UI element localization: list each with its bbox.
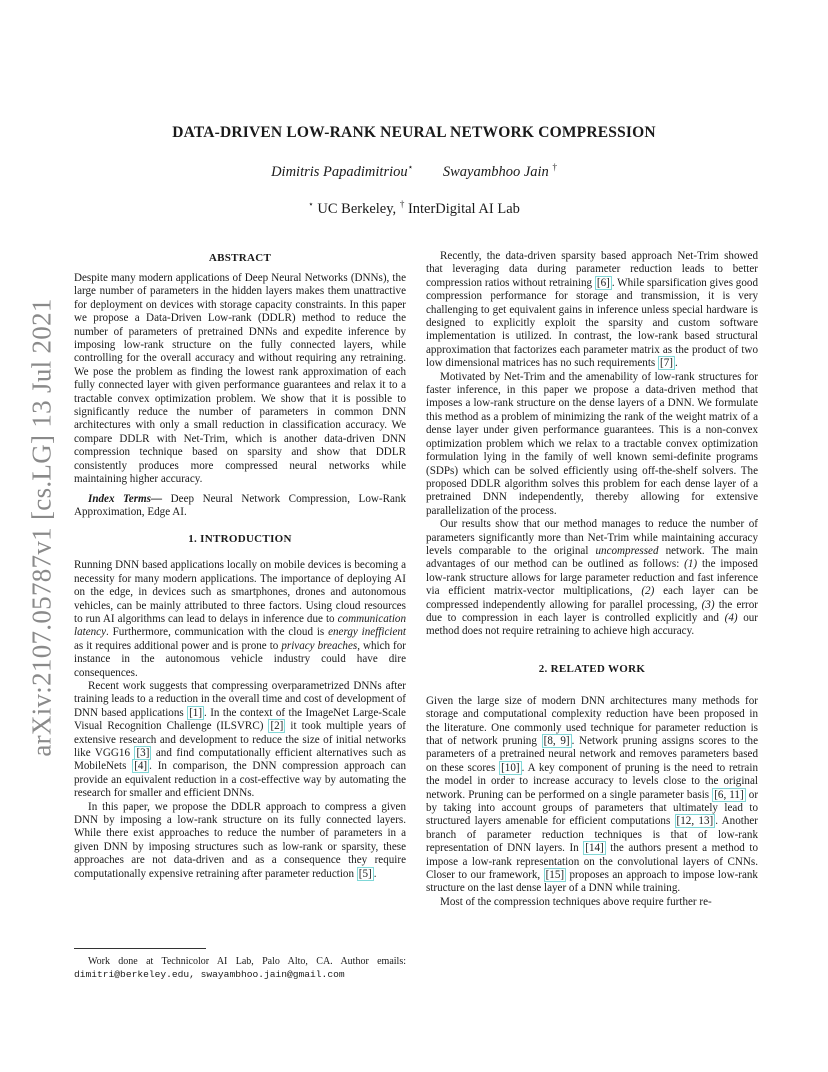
arxiv-identifier	[22, 296, 62, 758]
right-p3-text-f: our method does not require retraining to achieve high accuracy.	[426, 611, 758, 638]
citation-link[interactable]: [3]	[136, 747, 150, 759]
right-column	[426, 250, 758, 909]
intro-p1-text-c: as it requires additional power and is prone to	[74, 639, 282, 652]
right-p3-text-c: the imposed low-rank structure allows for large parameter reduction and fast inference via efficient matrix-vector multiplications,	[426, 558, 758, 598]
right-p3-text-d: each layer can be compressed independently allowing for parallel processing,	[426, 585, 758, 611]
citation-link[interactable]: [14]	[585, 842, 604, 855]
footnote-emails: dimitri@berkeley.edu, swayambhoo.jain@gmail.com	[74, 968, 345, 980]
right-p1-text-b: . While sparsification gives good compression performance for storage and transmission, it is very challenging to get equivalent gains in inference unless special hardware is designed to explicitly exploit the sparsity and custom software implementation is utilized. In contrast, the low-rank based structural approximation that factorizes each parameter matrix as the product of two low dimensional matrices has no such requirements	[426, 276, 758, 370]
footnote-rule	[74, 948, 206, 949]
intro-paragraph-3	[74, 801, 406, 881]
related-p1-text-e: . Another branch of parameter reduction techniques is that of low-rank representation of DNN layers. In	[426, 815, 758, 855]
intro-p2-text-b: . In the context of the ImageNet Large-Scale Visual Recognition Challenge (ILSVRC)	[74, 706, 406, 733]
right-p3-emph-5: (4)	[724, 611, 738, 624]
right-p3-emph-1: uncompressed	[595, 544, 659, 557]
intro-p1-emph-3: privacy breaches	[281, 639, 358, 652]
citation-link[interactable]: [15]	[545, 869, 565, 882]
right-paragraph-2: Motivated by Net-Trim and the amenability of low-rank structures for faster inference, in this paper we propose a data-driven method that imposes a low-rank structure on the dense layers of a DNN. We formulate this method as a problem of minimizing the rank of the weight matrix of a dense layer under given performance guarantees. This is a non-convex optimization problem which we relax to a tractable convex optimization formulation lying in the family of well known semi-definite programs (SDPs) which can be solved efficiently using off-the-shelf solvers. The proposed DDLR algorithm solves this problem for each dense layer of a pretrained DNN independently, thereby allowing for extensive parallelization of the process.	[426, 370, 758, 517]
author-2-name: Swayambhoo Jain	[442, 163, 549, 180]
intro-p3-text-a: In this paper, we propose the DDLR approach to compress a given DNN by imposing a low-rank structure on its fully connected layers. While there exist approaches to reduce the number of parameters in a given DNN by imposing structures such as low-rank or sparsity, these approaches are not data-driven and as a consequence they require computationally expensive retraining after parameter reduction	[74, 800, 406, 880]
affil-1: UC Berkeley,	[313, 200, 400, 217]
footnote-text	[74, 956, 406, 981]
related-paragraph-2: Most of the compression techniques above require further re-	[440, 895, 712, 908]
intro-paragraph-1	[74, 559, 406, 680]
intro-p1-text-b: . Furthermore, communication with the cloud is	[106, 626, 329, 639]
intro-heading: 1. INTRODUCTION	[188, 533, 292, 546]
citation-link[interactable]: [6]	[596, 276, 610, 289]
right-p3-emph-2: (1)	[684, 558, 698, 571]
citation-link[interactable]: [12, 13]	[676, 815, 714, 828]
affil-2: InterDigital AI Lab	[404, 200, 520, 217]
intro-p1-emph-1: communication latency	[74, 612, 406, 639]
intro-p2-text-e: . In comparison, the DNN compression approach can provide an equivalent reduction in a cost-effective way by automating the research for smaller and efficient DNNs.	[74, 760, 407, 800]
author-2	[443, 164, 557, 180]
related-p1-text-g: proposes an approach to impose low-rank structure on the last dense layer of a DNN while training.	[426, 869, 758, 895]
intro-p1-text-a: Running DNN based applications locally on mobile devices is becoming a necessity for many modern applications. The importance of deploying AI on the edge, in devices such as smartphones, drones and autonomous vehicles, can be mainly attributed to three factors. Using cloud resources to run AI algorithms can lead to delays in inference due to	[74, 559, 406, 625]
affil-mark-2: †	[399, 199, 405, 209]
intro-paragraph-2	[74, 680, 406, 801]
citation-link[interactable]: [8, 9]	[543, 735, 570, 747]
arxiv-identifier-text: arXiv:2107.05787v1 [cs.LG] 13 Jul 2021	[26, 297, 57, 757]
author-2-mark: †	[552, 162, 557, 172]
right-p3-emph-3: (2)	[641, 585, 655, 598]
abstract-heading: ABSTRACT	[208, 252, 272, 264]
left-column	[74, 250, 406, 881]
footnote	[74, 948, 406, 981]
right-p1-text-c: .	[674, 357, 678, 370]
related-paragraph-1	[426, 695, 758, 896]
intro-p3-text-b: .	[373, 867, 377, 880]
affil-mark-1: ⋆	[308, 199, 314, 209]
citation-link[interactable]: [6, 11]	[714, 788, 744, 801]
related-work-heading: 2. RELATED WORK	[538, 662, 646, 675]
author-1-mark: ⋆	[407, 162, 414, 172]
right-p3-text-e: the error due to compression in each layer is controlled explicitly and	[426, 598, 758, 624]
right-p3-emph-4: (3)	[701, 598, 715, 611]
citation-link[interactable]: [10]	[501, 761, 520, 774]
related-p1-text-d: or by taking into account groups of parameters that ultimately lead to structured layers amenable for efficient computations	[426, 788, 759, 828]
citation-link[interactable]: [4]	[134, 760, 148, 773]
index-terms	[74, 493, 406, 520]
citation-link[interactable]: [7]	[660, 357, 673, 370]
related-p1-text-a: Given the large size of modern DNN architectures many methods for storage and computational complexity reduction have been proposed in the literature. One commonly used technique for parameter reduction is that of network pruning	[426, 694, 758, 747]
related-p1-text-b: . Network pruning assigns scores to the parameters of a pretrained neural network and removes parameters based on these scores	[426, 735, 758, 774]
right-paragraph-3	[426, 518, 758, 639]
related-p1-text-c: . A key component of pruning is the need to retrain the model in order to increase accuracy to levels close to the original network. Pruning can be performed on a single parameter basis	[426, 761, 758, 801]
intro-p1-emph-2: energy inefficient	[328, 626, 407, 639]
index-terms-label: Index Terms—	[88, 492, 163, 505]
citation-link[interactable]: [2]	[270, 720, 284, 733]
affiliations	[0, 199, 828, 218]
citation-link[interactable]: [1]	[189, 706, 203, 719]
footnote-body: Work done at Technicolor AI Lab, Palo Alto, CA. Author emails:	[88, 956, 406, 967]
author-1-name: Dimitris Papadimitriou	[271, 163, 408, 180]
right-p3-text-b: network. The main advantages of our method can be outlined as follows:	[426, 544, 758, 571]
right-p3-text-a: Our results show that our method manages to reduce the number of parameters significantly more than Net-Trim while maintaining accuracy levels comparable to the original	[426, 518, 758, 557]
intro-p2-text-a: Recent work suggests that compressing overparametrized DNNs after training leads to a reduction in the overall time and cost of development of DNN based applications	[74, 679, 406, 719]
citation-link[interactable]: [5]	[358, 867, 372, 880]
right-paragraph-1	[426, 250, 758, 371]
author-line	[0, 162, 828, 181]
author-1	[271, 164, 413, 180]
index-terms-text: Deep Neural Network Compression, Low-Rank Approximation, Edge AI.	[74, 492, 406, 518]
abstract-text: Despite many modern applications of Deep Neural Networks (DNNs), the large number of parameters in the hidden layers makes them unattractive for deployment on devices with storage capacity constraints. In this paper we propose a Data-Driven Low-rank (DDLR) method to reduce the number of parameters of pretrained DNNs and expedite inference by imposing low-rank structure on the fully connected layers, while controlling for the overall accuracy and without requiring any retraining. We pose the problem as finding the lowest rank approximation of each fully connected layer with given performance guarantees and relax it to a tractable convex optimization problem. We show that it is possible to significantly reduce the number of parameters in common DNN architectures with only a small reduction in classification accuracy. We compare DDLR with Net-Trim, which is another data-driven DNN compression technique based on sparsity and show that DDLR consistently produces more compressed neural networks while maintaining higher accuracy.	[74, 272, 406, 486]
related-p1-text-f: the authors present a method to impose a low-rank representation on the convolutional layers of CNNs. Closer to our framework,	[426, 842, 759, 882]
intro-p2-text-d: and find computationally efficient alternatives such as MobileNets	[74, 747, 406, 773]
right-p1-text-a: Recently, the data-driven sparsity based approach Net-Trim showed that leveraging data during parameter reduction leads to better compression ratios without retraining	[426, 250, 758, 289]
paper-title: DATA-DRIVEN LOW-RANK NEURAL NETWORK COMPRESSION	[172, 124, 656, 141]
intro-p1-text-d: , which for instance in the autonomous vehicle industry could have dire consequences.	[74, 639, 406, 679]
intro-p2-text-c: it took multiple years of extensive research and development to reduce the size of initial networks like VGG16	[74, 720, 406, 759]
